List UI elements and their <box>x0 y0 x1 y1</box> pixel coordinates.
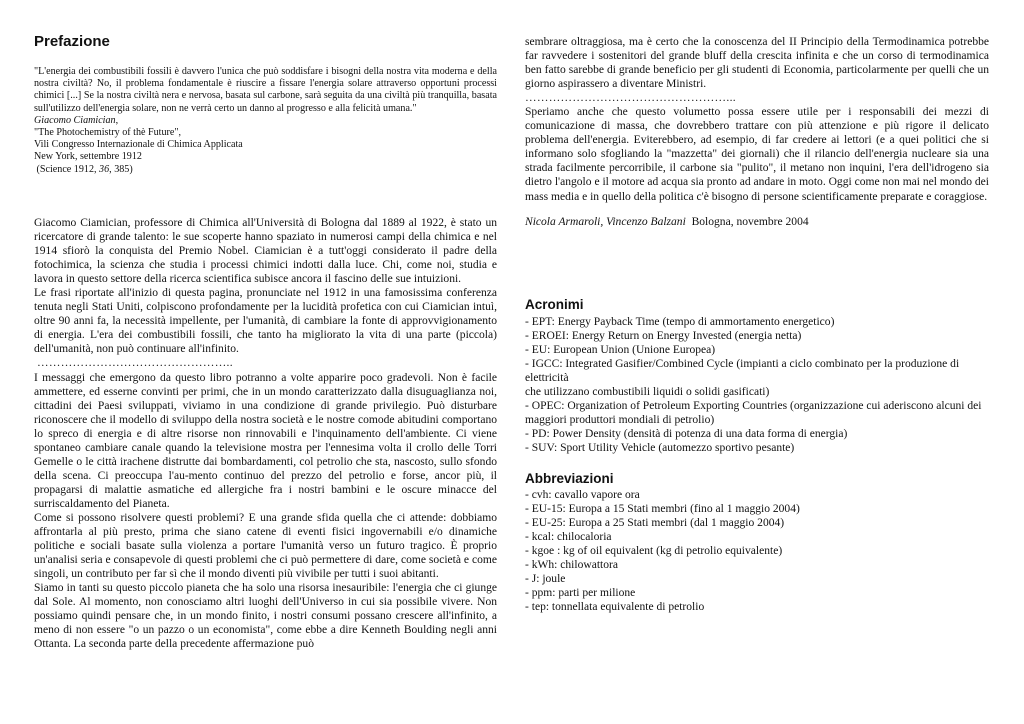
quote-text: "L'energia dei combustibili fossili è davvero l'unica che può soddisfare i bisogni della nostra vita moderna e della nostra civiltà? No, il problema fondamentale è riuscire a fissare l'energia solare attraverso opportuni processi chimici [...] Se la nostra civiltà nera e nervosa, basata sul carbone, sarà seguita da una civiltà più tranquilla, basata sull'utilizzo dell'energia solare, non ne verrà certo un danno al progresso e alla felicità umana." <box>34 66 497 114</box>
list-item: - kWh: chilowattora <box>525 559 618 572</box>
list-item: - SUV: Sport Utility Vehicle (automezzo sportivo pesante) <box>525 442 795 455</box>
preface-body-left <box>34 216 497 651</box>
quote-ref-post: , 385) <box>109 163 133 175</box>
list-item: - tep: tonnellata equivalente di petrolio <box>525 601 705 614</box>
list-item: - cvh: cavallo vapore ora <box>525 489 640 501</box>
ellipsis-separator: ………………………………………….. <box>37 357 233 370</box>
list-item: - J: joule <box>525 573 566 586</box>
preface-paragraph: Speriamo anche che questo volumetto possa essere utile per i responsabili dei mezzi di comunicazione di massa, che dovrebbero trattare con più attenzione e più rigore il delicato problema dell'energia. Eviterebbero, ad esempio, di far credere ai lettori (e a quei politici che si informano solo sfogliando la "mazzetta" dei giornali) che il rilancio dell'energia nucleare sia una strada facilmente percorribile, il carbone sia "pulito", il metano non inquini, l'era dell'idrogeno sia dietro l'angolo e il motore ad acqua sia pronto ad andare in moto. Oggi come non mai nel mondo dei mass media e in quello della politica c'è bisogno di persone scientificamente preparate e coraggiose. <box>525 106 989 203</box>
list-item: che utilizzano combustibili liquidi o solidi gasificati) <box>525 386 770 399</box>
abbreviation-list <box>525 488 989 614</box>
preface-paragraph: Giacomo Ciamician, professore di Chimica all'Università di Bologna dal 1889 al 1922, è stato un ricercatore di grande talento: le sue scoperte hanno spaziato in numerosi campi della chimica e nel 1914 sfiorò la conquista del Premio Nobel. Ciamician è a tutt'oggi considerato il padre della fotochimica, la scienza che studia i processi chimici indotti dalla luce. Chi, come noi, studia e lavora in questo settore della ricerca scientifica subisce ancora il fascino delle sue intuizioni. <box>34 217 497 286</box>
quote-reference <box>34 164 497 176</box>
quote-place: New York, settembre 1912 <box>34 151 142 163</box>
section-title-abbreviazioni: Abbreviazioni <box>525 471 614 486</box>
list-item: - IGCC: Integrated Gasifier/Combined Cycle (impianti a ciclo combinato per la produzione di elettricità <box>525 358 960 385</box>
list-item: - EU-15: Europa a 15 Stati membri (fino al 1 maggio 2004) <box>525 503 800 516</box>
section-title-prefazione: Prefazione <box>34 33 110 50</box>
signature-authors: Nicola Armaroli, Vincenzo Balzani <box>525 215 686 228</box>
quote-ref-pre: (Science 1912, <box>36 163 100 175</box>
preface-paragraph: sembrare oltraggiosa, ma è certo che la conoscenza del II Principio della Termodinamica potrebbe far ravvedere i sostenitori del grande bluff della crescita infinita e che un corso di termodinamica ben fatto sarebbe di grande beneficio per gli studenti di Economia, particolarmente per quelli che un giorno aspirassero a diventare Ministri. <box>525 36 989 91</box>
list-item: - OPEC: Organization of Petroleum Exporting Countries (organizzazione cui aderiscono alcuni dei maggiori produttori mondiali di petrolio) <box>525 400 982 427</box>
ellipsis-separator: ……………………………………………... <box>525 92 736 105</box>
list-item: - kgoe : kg of oil equivalent (kg di petrolio equivalente) <box>525 545 783 558</box>
list-item: - EU: European Union (Unione Europea) <box>525 344 716 357</box>
quote-congress: Vili Congresso Internazionale di Chimica Applicata <box>34 139 243 151</box>
epigraph-quote <box>34 66 497 176</box>
quote-ref-volume: 36 <box>99 163 110 175</box>
preface-body-right <box>525 35 989 229</box>
quote-title: "The Photochemistry of thè Future", <box>34 127 182 139</box>
signature-place: Bologna, novembre 2004 <box>691 215 809 228</box>
preface-paragraph: Siamo in tanti su questo piccolo pianeta che ha solo una risorsa inesauribile: l'energia che ci giunge dal Sole. Al momento, non conosciamo altri luoghi dell'Universo in cui sia possibile vivere. Non possiamo quindi pensare che, in un mondo finito, i nostri consumi possano crescere all'infinito, a meno di non essere "o un pazzo o un economista", come ebbe a dire Kenneth Boulding negli anni Ottanta. La seconda parte della precedente affermazione può <box>34 582 497 651</box>
preface-paragraph: Le frasi riportate all'inizio di questa pagina, pronunciate nel 1912 in una famosissima conferenza tenuta negli Stati Uniti, colpiscono profondamente per la lucidità profetica con cui Ciamician intuì, oltre 90 anni fa, la necessità impellente, per l'umanità, di cambiare la fonte di approvvigionamento di energia. L'era dei combustibili fossili, che tanto ha migliorato la vita di una parte (piccola) dell'umanità, non può continuare all'infinito. <box>34 287 497 356</box>
signature-line <box>525 215 989 229</box>
list-item: - EU-25: Europa a 25 Stati membri (dal 1 maggio 2004) <box>525 517 785 530</box>
list-item: - EROEI: Energy Return on Energy Invested (energia netta) <box>525 330 802 343</box>
acronym-list <box>525 315 989 455</box>
quote-author: Giacomo Ciamician <box>34 114 116 126</box>
preface-paragraph: Come si possono risolvere questi problemi? E una grande sfida quella che ci attende: dobbiamo affrontarla al più presto, prima che siano catene di eventi fisici ingovernabili e/o dinamiche politiche e sociali basate sulla violenza a portare l'umanità verso un futuro tragico. È proprio un'analisi seria e consapevole di questi problemi che ci può permettere di dare, come società e come singoli, un contributo per far sì che il mondo diventi più vivibile per tutti i suoi abitanti. <box>34 511 497 581</box>
list-item: - PD: Power Density (densità di potenza di una data forma di energia) <box>525 428 848 441</box>
section-title-acronimi: Acronimi <box>525 297 584 312</box>
quote-author-line: Giacomo Ciamician, <box>34 114 119 126</box>
preface-paragraph: I messaggi che emergono da questo libro potranno a volte apparire poco gradevoli. Non è facile ammettere, ed esserne convinti per primi, che in un mondo caratterizzato dalla disuguaglianza noi, cittadini dei Paesi sviluppati, viviamo in una condizione di grande privilegio. Può disturbare riconoscere che il modello di sviluppo della nostra società e le nostre comode abitudini comportano lo spreco di energia e di altre risorse non rinnovabili e l'inquinamento dell'ambiente. Ci viene spontaneo cambiare canale quando la televisione mostra per l'ennesima volta il crollo delle Torri Gemelle o le città irachene distrutte dai bombardamenti, col petrolio che sta, nascosto, sullo sfondo della scena. Ci preoccupa l'au-mento continuo del prezzo del petrolio e forse, ancor più, il propagarsi di malattie asmatiche ed allergiche fra i nostri bambini e le oscure minacce del surriscaldamento del Pianeta. <box>34 371 497 510</box>
list-item: - ppm: parti per milione <box>525 587 636 600</box>
list-item: - kcal: chilocaloria <box>525 531 612 544</box>
list-item: - EPT: Energy Payback Time (tempo di ammortamento energetico) <box>525 316 835 328</box>
